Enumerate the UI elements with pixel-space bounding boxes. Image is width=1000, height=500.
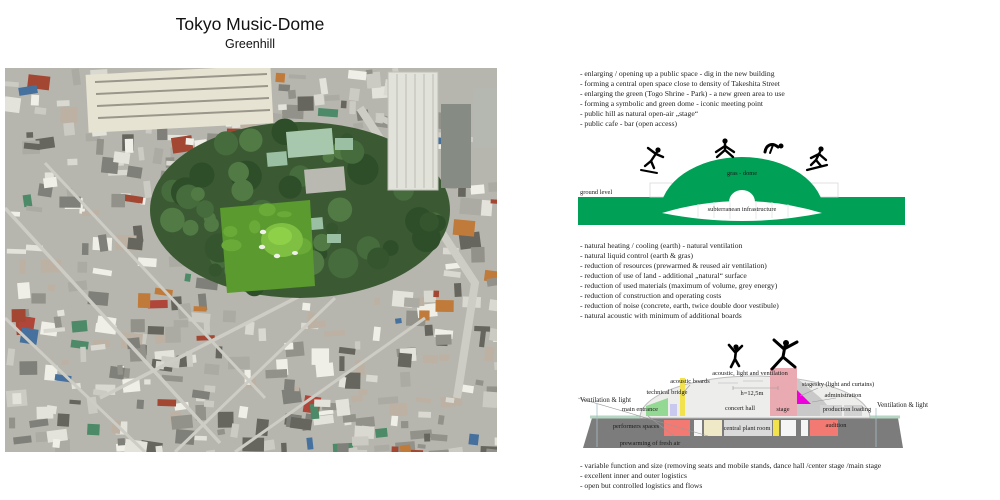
skater-figure-1 (641, 147, 663, 173)
subterranean-label: subterranean infrastructure (707, 206, 777, 213)
flip-figure (765, 144, 784, 154)
concept-points (580, 69, 980, 129)
main-entrance-label: main entrance (621, 406, 659, 413)
function-points (580, 461, 980, 491)
top-label: acoustic, light and ventilation (712, 370, 788, 377)
audition-label: audition (825, 422, 847, 429)
sustainability-points (580, 241, 980, 321)
dome-label: gras - dome (726, 170, 758, 177)
stage-label: stage (776, 406, 790, 413)
bullet-line: - enlarging / opening up a public space - dig in the new building (580, 69, 775, 78)
jumper-figure (729, 344, 742, 367)
concert-hall-label: concert hall (725, 405, 755, 412)
ventilation-right-label: Ventilation & light (877, 402, 928, 409)
administration-label: administration (824, 392, 862, 399)
bullet-line: - reduction of noise (concrete, earth, twice double door vestibule) (580, 301, 779, 310)
acoustic-boards-label: acoustic boards (670, 378, 710, 385)
page-title: Tokyo Music-Dome (175, 14, 325, 34)
lavender-block (670, 404, 677, 416)
bullet-line: - open but controlled logistics and flows (580, 481, 703, 490)
bullet-line: - excellent inner and outer logistics (580, 471, 687, 480)
apartment-complex (86, 68, 274, 133)
ventilation-left-label: Ventilation & light (580, 397, 631, 404)
bullet-line: - reduction of used materials (maximum of volume, grey energy) (580, 281, 778, 290)
page-subtitle: Greenhill (224, 37, 276, 51)
ground-level-label: ground level (580, 189, 613, 196)
height-label: h=12,5m (740, 390, 764, 397)
bullet-line: - reduction of resources (prewarmed & reused air ventilation) (580, 261, 767, 270)
aerial-photo (5, 68, 497, 452)
central-plant-room-label: central plant room (723, 425, 771, 432)
bullet-line: - forming a symbolic and green dome - iconic meeting point (580, 99, 764, 108)
bullet-line: - forming a central open space close to density of Takeshita Street (580, 79, 780, 88)
skater-figure-2 (807, 146, 827, 170)
bullet-line: - natural liquid control (earth & gras) (580, 251, 694, 260)
stagesky-label: stagesky (light and curtains) (801, 381, 875, 388)
performers-spaces-label: performers spaces (612, 423, 660, 430)
dome-diagram (578, 137, 908, 232)
bullet-line: - public cafe - bar (open access) (580, 119, 677, 128)
bullet-line: - variable function and size (removing seats and mobile stands, dance hall /center stage /main stage (580, 461, 882, 470)
production-loading-label: production loading (822, 406, 872, 413)
bullet-line: - reduction of use of land - additional „natural“ surface (580, 271, 747, 280)
section-diagram (578, 338, 950, 453)
bullet-line: - public hill as natural open-air „stage“ (580, 109, 699, 118)
bullet-line: - natural acoustic with minimum of additional boards (580, 311, 742, 320)
bullet-line: - reduction of construction and operating costs (580, 291, 722, 300)
bullet-line: - natural heating / cooling (earth) - natural ventilation (580, 241, 743, 250)
prewarming-label: prewarming of fresh air (619, 440, 681, 447)
star-jump-figure (772, 340, 797, 369)
technical-bridge-label: technical bridge (646, 389, 688, 396)
bullet-line: - enlarging the green (Togo Shrine - Park) - a new green area to use (580, 89, 785, 98)
crouch-figure (716, 138, 734, 157)
